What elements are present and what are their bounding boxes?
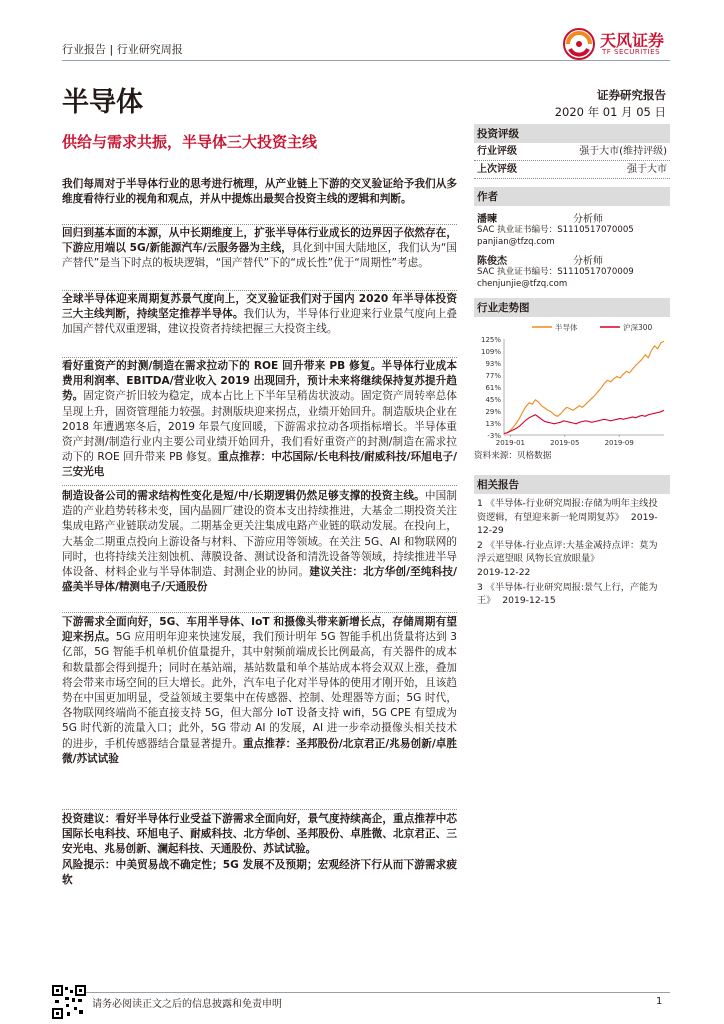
paragraph-lead: 回归到基本面的本源，从中长期维度上，扩张半导体行业成长的边界因子依然存在，下游应用端以 5G/新能源汽车/云服务器为主线， (62, 227, 457, 255)
author-card (474, 210, 670, 248)
footer-divider (62, 992, 670, 993)
recommend-label: 重点推荐： (218, 451, 272, 464)
chart-source: 资料来源：贝格数据 (474, 451, 552, 461)
fundamentals-paragraph (62, 226, 457, 272)
equipment-paragraph (62, 489, 457, 595)
recommend-list: 中芯国际/长电科技/耐威科技/环旭电子/三安光电 (62, 451, 457, 479)
risk-label: 风险提示： (62, 858, 116, 871)
report-type: 证券研究报告 (597, 88, 666, 102)
author-email[interactable]: panjian@tfzq.com (477, 236, 555, 247)
recommend-label: 重点推荐： (243, 737, 297, 750)
related-report[interactable] (477, 539, 666, 580)
section-heading: 作者 (474, 187, 670, 206)
author-card (474, 252, 670, 290)
paragraph-text: 5G 应用明年迎来快速发展，我们预计明年 5G 智能手机出货量将达到 3 亿部，5G 智能手机单机价值量提升，其中射频前端成长比例最高，有关器件的成本和数量都会得到提升；同时在基站端，基站数量和单个基站成本将会双双上涨，叠加将会带来市场空间的巨大增长。此外，汽车电子化对半导体的使用才刚开始，且该趋势在中国更加明显，受益领域主要集中在传感器、控制、处理器等方面；5G 时代，各物联网终端尚不能直接支持 5G，但大部分 IoT 设备支持 wifi，5G CPE 有望成为 5G 时代新的流量入口；此外，5G 带动 AI 的发展，AI 进一步牵动摄像头相关技术的进步，手机传感器结合量显著提升。 (62, 631, 458, 750)
rating-key: 行业评级 (477, 146, 517, 157)
rating-row (474, 143, 670, 161)
y-tick-label: 29% (485, 408, 501, 416)
advice-label: 投资建议： (62, 813, 116, 825)
x-tick-label: 2019-01 (495, 439, 526, 447)
recommend-list: 北方华创/至纯科技/盛美半导体/精测电子/天通股份 (62, 566, 457, 594)
section-heading: 投资评级 (474, 124, 670, 143)
summary-paragraph (62, 177, 457, 207)
report-tag: 行业报告 | 行业研究周报 (62, 43, 183, 56)
section-heading: 行业走势图 (474, 298, 670, 317)
paragraph-text: 具化到中国大陆地区，我们认为“国产替代”是当下时点的板块逻辑，“国产替代”下的“成长性”优于“周期性”考虑。 (62, 242, 457, 270)
paragraph-text: 中国制造的产业趋势转移未变，国内晶圆厂建设的资本支出持续推进，大基金二期投资关注集成电路产业链联动发展。二期基金更关注集成电路产业链的联动发展。在投向上，大基金二期重点投向上游设备与材料、下游应用等领域。在关注 5G、AI 和物联网的同时，也将持续关注刻蚀机、薄膜设备、测试设备和清洗设备等领域，持续推进半导体设备、材料企业与半导体制造、封测企业的协同。 (62, 490, 457, 579)
author-cert: SAC 执业证书编号：S1110517070009 (477, 267, 634, 277)
legend-label: 沪深300 (623, 323, 653, 332)
x-tick-label: 2019-05 (550, 439, 580, 447)
rating-section (474, 124, 670, 179)
report-date: 2020 年 01 月 05 日 (554, 105, 666, 119)
company-logo (560, 27, 675, 61)
author-cert: SAC 执业证书编号：S1110517070005 (477, 225, 634, 235)
author-role: 分析师 (573, 214, 603, 225)
related-report-date: 2019-12-15 (502, 595, 556, 607)
industry-title: 半导体 (62, 87, 143, 118)
related-report-date: 2019-12-22 (477, 566, 531, 578)
related-report-title[interactable]: 2 《半导体-行业点评:大基金减持点评：莫为浮云遮望眼 风物长宜放眼量》 (477, 539, 658, 565)
trend-chart (474, 319, 670, 449)
cycle-paragraph (62, 292, 457, 338)
author-email[interactable]: chenjunjie@tfzq.com (477, 278, 568, 289)
paragraph-lead: 制造设备公司的需求结构性变化是短/中/长期逻辑仍然足够支撑的投资主线。 (62, 490, 425, 502)
assets-paragraph (62, 359, 457, 481)
paragraph-lead: 全球半导体迎来周期复苏景气度向上，交叉验证我们对于国内 2020 年半导体投资三大主线判断，持续坚定推荐半导体。 (62, 293, 457, 321)
author-role: 分析师 (573, 256, 603, 267)
y-tick-label: 93% (485, 360, 501, 368)
author-name: 陈俊杰 (477, 256, 507, 267)
series-line-semiconductor (504, 341, 664, 433)
series-line-csi300 (504, 410, 664, 433)
section-heading: 相关报告 (474, 475, 670, 494)
x-tick-label: 2019-09 (604, 439, 634, 447)
y-tick-label: 109% (480, 348, 501, 356)
investment-advice (62, 812, 457, 888)
paragraph-text: 我们认为，半导体行业迎来行业景气度向上叠加国产替代双重逻辑，建议投资者持续把握三大投资主线。 (62, 308, 458, 336)
report-title: 供给与需求共振，半导体三大投资主线 (62, 133, 318, 151)
paragraph-text: 我们每周对于半导体行业的思考进行梳理，从产业链上下游的交叉验证给予我们从多维度看待行业的视角和观点，并从中提炼出最契合投资主线的逻辑和判断。 (62, 178, 457, 206)
recommend-label: 建议关注： (309, 566, 364, 579)
y-tick-label: 77% (485, 372, 501, 380)
paragraph-lead: 下游需求全面向好，5G、车用半导体、IoT 和摄像头带来新增长点，存储周期有望迎来拐点。 (62, 616, 457, 644)
paragraph-lead: 看好重资产的封测/制造在需求拉动下的 ROE 回升带来 PB 修复。半导体行业成本费用利润率、EBITDA/营业收入 2019 出现回升，预计未来将继续保持复苏提升趋势。 (62, 360, 457, 403)
rating-row (474, 161, 670, 179)
disclaimer: 请务必阅读正文之后的信息披露和免责申明 (92, 999, 282, 1010)
logo-text: 天风证券 (600, 31, 665, 50)
related-section (474, 475, 670, 608)
y-tick-label: 125% (480, 336, 501, 344)
y-tick-label: 45% (485, 396, 501, 404)
related-report-title[interactable]: 3 《半导体-行业研究周报:景气上行，产能为王》 (477, 581, 658, 607)
author-section (474, 187, 670, 290)
paragraph-divider (62, 485, 457, 487)
related-report[interactable] (477, 581, 666, 608)
rating-value: 强于大市 (627, 164, 667, 175)
rating-key: 上次评级 (477, 164, 517, 175)
paragraph-divider (62, 612, 457, 614)
related-report[interactable] (477, 497, 666, 538)
legend-label: 半导体 (555, 323, 578, 332)
demand-paragraph (62, 615, 457, 767)
author-name: 潘暕 (477, 214, 497, 225)
related-report-date: 2019-12-29 (477, 511, 658, 537)
trend-section (474, 298, 670, 463)
qr-code-icon (52, 985, 92, 1019)
risk-text: 中美贸易战不确定性；5G 发展不及预期；宏观经济下行从而下游需求疲软 (62, 858, 457, 886)
recommend-list: 圣邦股份/北京君正/兆易创新/卓胜微/苏试试验 (62, 737, 458, 765)
logo-subtext: TF SECURITIES (602, 48, 661, 56)
y-tick-label: -3% (487, 432, 501, 440)
paragraph-divider (62, 809, 457, 811)
paragraph-text: 固定资产折旧较为稳定，成本占比上下半年呈稍齿状波动。固定资产周转率总体呈现上升，固资管理能力较强。封测版块迎来拐点，业绩开始回升。制造版块企业在 2018 年遭遇寒冬后，2019 年景气度回暖，下游需求拉动各项指标增长。半导体重资产封测/制造行业内主要公司业绩开始回升，我们看好重资产的封测/制造在需求拉动下的 ROE 回升带来 PB 修复。 (62, 390, 458, 464)
y-tick-label: 61% (485, 384, 501, 392)
rating-value: 强于大市(维持评级) (579, 146, 667, 157)
advice-text: 看好半导体行业受益下游需求全面向好，景气度持续高企，重点推荐中芯国际长电科技、环旭电子、耐威科技、北方华创、圣邦股份、卓胜微、北京君正、三安光电、兆易创新、澜起科技、天通股份、苏试试验。 (62, 813, 457, 856)
related-report-title[interactable]: 1 《半导体-行业研究周报:存储为明年主线投资逻辑，有望迎来新一轮周期复苏》 (477, 498, 658, 523)
logo-mark-icon (560, 27, 598, 61)
y-tick-label: 13% (485, 420, 501, 428)
page-number: 1 (656, 996, 663, 1007)
